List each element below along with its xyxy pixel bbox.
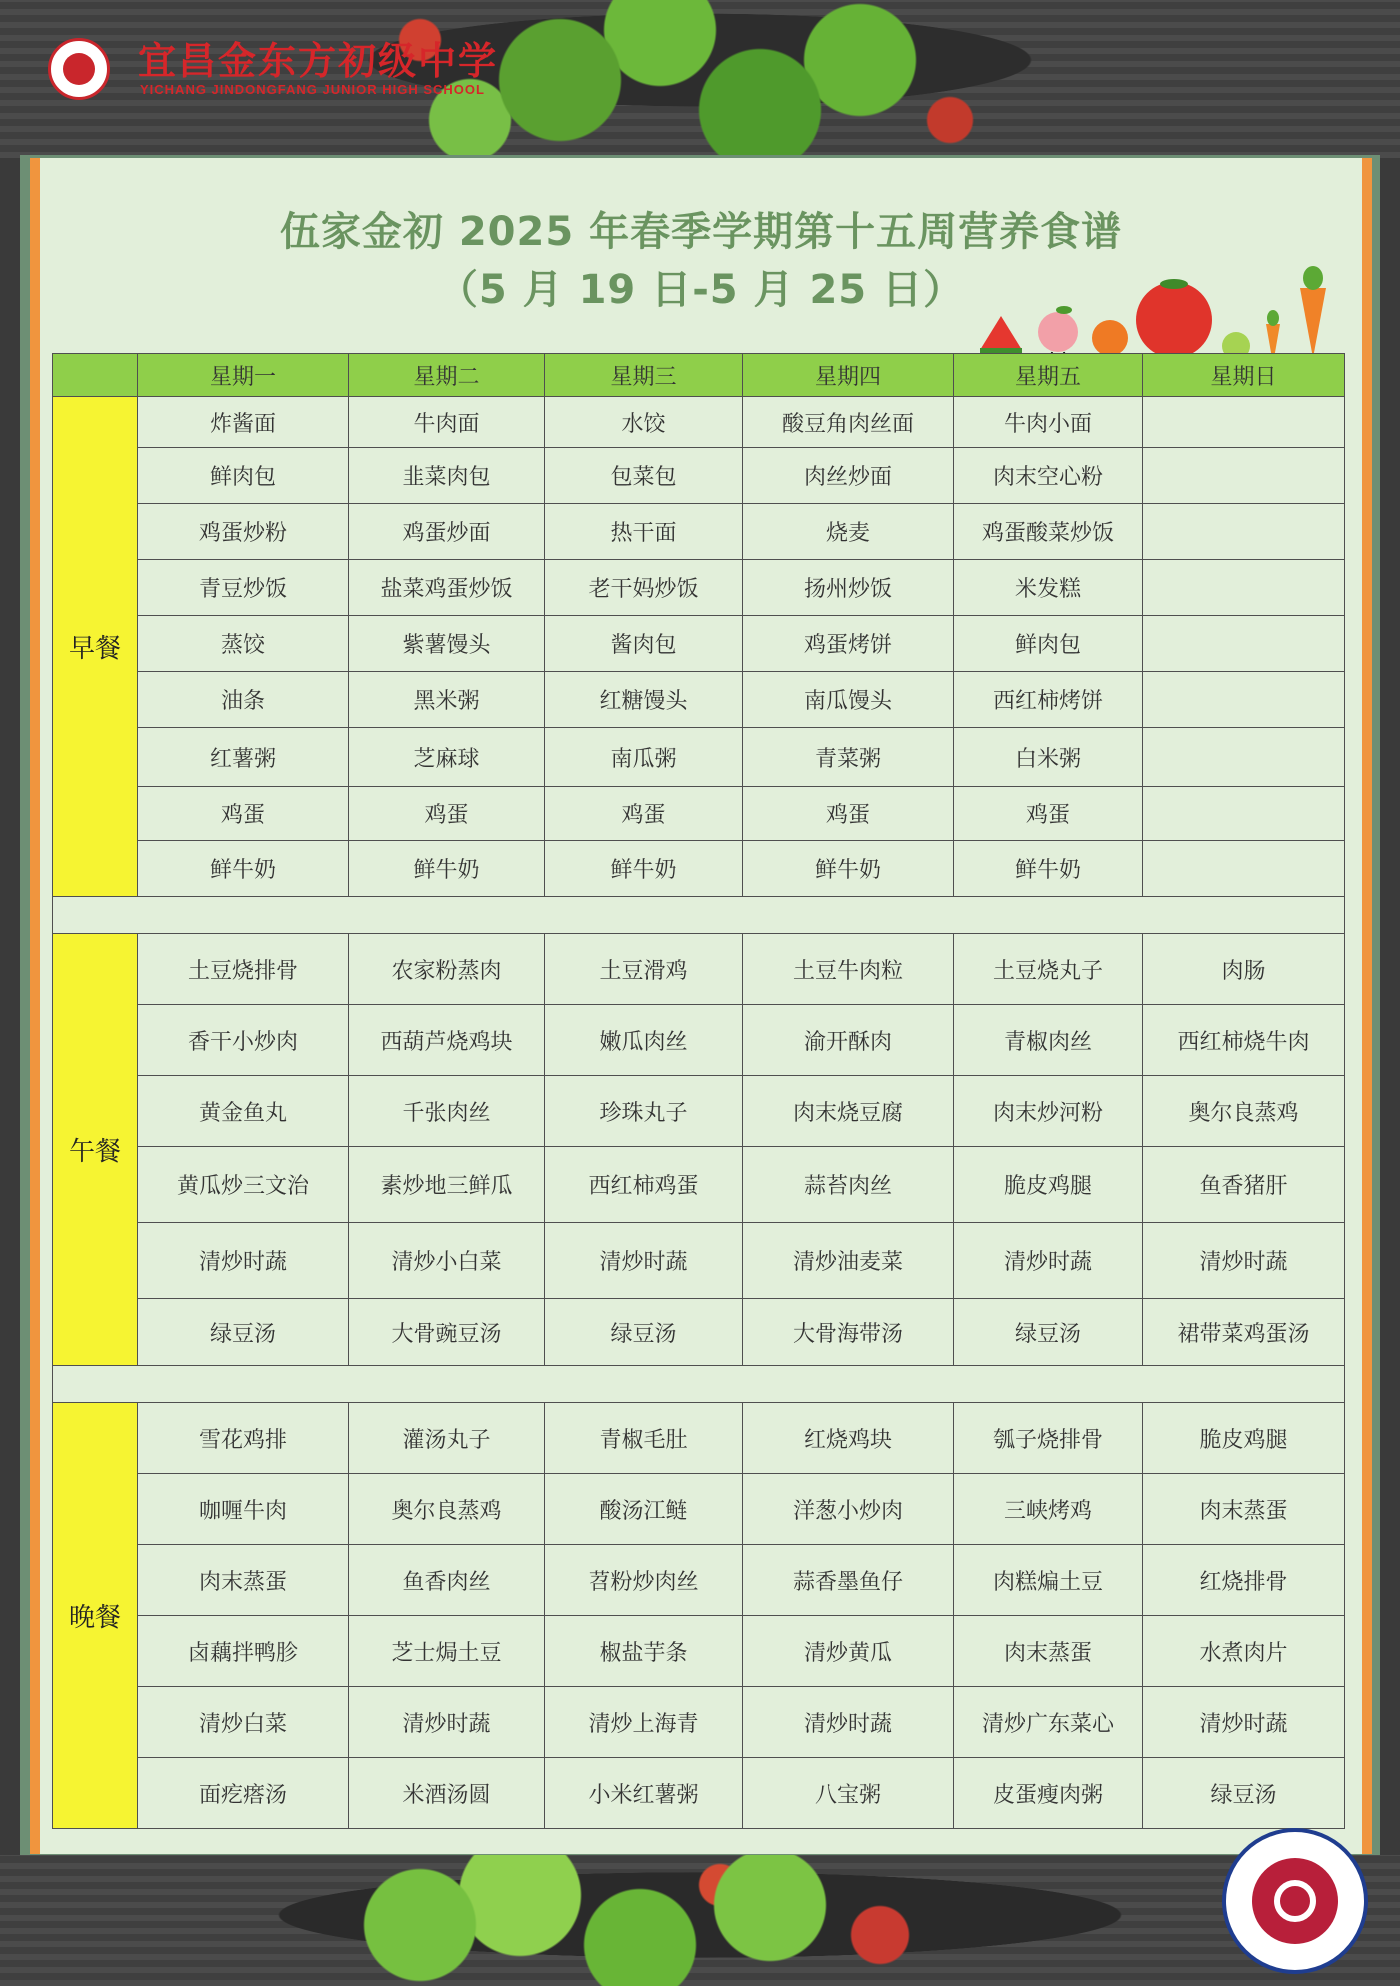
dish-cell: 千张肉丝 (349, 1076, 545, 1147)
school-logo-icon (48, 38, 110, 100)
dish-cell: 嫩瓜肉丝 (545, 1005, 743, 1076)
dish-cell: 鸡蛋炒面 (349, 504, 545, 560)
dish-cell: 大骨豌豆汤 (349, 1299, 545, 1366)
dish-cell: 蒜苔肉丝 (743, 1147, 954, 1223)
dish-cell: 青菜粥 (743, 728, 954, 787)
dish-cell: 肉丝炒面 (743, 448, 954, 504)
dish-cell: 鸡蛋炒粉 (138, 504, 349, 560)
table-row (53, 1545, 1345, 1616)
dish-cell: 紫薯馒头 (349, 616, 545, 672)
school-name-english: YICHANG JINDONGFANG JUNIOR HIGH SCHOOL (140, 82, 485, 97)
dish-cell: 素炒地三鲜瓜 (349, 1147, 545, 1223)
dish-cell: 肉末蒸蛋 (138, 1545, 349, 1616)
table-row (53, 560, 1345, 616)
dish-cell: 肉末烧豆腐 (743, 1076, 954, 1147)
dish-cell: 鸡蛋 (743, 787, 954, 841)
dish-cell: 鱼香猪肝 (1143, 1147, 1345, 1223)
dish-cell: 瓠子烧排骨 (954, 1403, 1143, 1474)
dish-cell: 八宝粥 (743, 1758, 954, 1829)
dish-cell: 肉末蒸蛋 (954, 1616, 1143, 1687)
dish-cell: 奥尔良蒸鸡 (349, 1474, 545, 1545)
header-photo-band (0, 0, 1400, 158)
dish-cell (1143, 616, 1345, 672)
dish-cell: 清炒时蔬 (743, 1687, 954, 1758)
dish-cell: 西红柿鸡蛋 (545, 1147, 743, 1223)
dish-cell: 蒜香墨鱼仔 (743, 1545, 954, 1616)
dish-cell: 牛肉面 (349, 397, 545, 448)
dish-cell (1143, 448, 1345, 504)
dish-cell: 椒盐芋条 (545, 1616, 743, 1687)
dish-cell: 鲜肉包 (138, 448, 349, 504)
dish-cell: 清炒广东菜心 (954, 1687, 1143, 1758)
dish-cell: 酸豆角肉丝面 (743, 397, 954, 448)
dish-cell: 农家粉蒸肉 (349, 934, 545, 1005)
dish-cell: 绿豆汤 (954, 1299, 1143, 1366)
dish-cell: 面疙瘩汤 (138, 1758, 349, 1829)
dish-cell: 清炒时蔬 (349, 1687, 545, 1758)
dish-cell: 西葫芦烧鸡块 (349, 1005, 545, 1076)
watermelon-icon (980, 316, 1022, 350)
dish-cell: 绿豆汤 (138, 1299, 349, 1366)
table-row (53, 1223, 1345, 1299)
dish-cell: 渝开酥肉 (743, 1005, 954, 1076)
dish-cell: 鸡蛋酸菜炒饭 (954, 504, 1143, 560)
dish-cell: 鸡蛋 (545, 787, 743, 841)
dish-cell: 水煮肉片 (1143, 1616, 1345, 1687)
dish-cell: 鲜牛奶 (743, 841, 954, 897)
dish-cell: 土豆烧丸子 (954, 934, 1143, 1005)
dish-cell: 鸡蛋 (138, 787, 349, 841)
dish-cell: 三峡烤鸡 (954, 1474, 1143, 1545)
date-range-subtitle: （5 月 19 日-5 月 25 日） (437, 267, 965, 313)
dish-cell: 鲜牛奶 (138, 841, 349, 897)
day-header: 星期一 (138, 354, 349, 397)
dish-cell: 土豆牛肉粒 (743, 934, 954, 1005)
meal-separator-row (53, 897, 1345, 934)
dish-cell: 牛肉小面 (954, 397, 1143, 448)
dish-cell: 米酒汤圆 (349, 1758, 545, 1829)
dish-cell: 水饺 (545, 397, 743, 448)
dish-cell: 清炒油麦菜 (743, 1223, 954, 1299)
dish-cell: 小米红薯粥 (545, 1758, 743, 1829)
dish-cell (1143, 728, 1345, 787)
dish-cell: 扬州炒饭 (743, 560, 954, 616)
dish-cell: 咖喱牛肉 (138, 1474, 349, 1545)
carrot-icon (1300, 288, 1326, 358)
table-row (53, 934, 1345, 1005)
table-row (53, 728, 1345, 787)
peach-icon (1038, 312, 1078, 352)
dish-cell: 炸酱面 (138, 397, 349, 448)
dish-cell: 青豆炒饭 (138, 560, 349, 616)
dish-cell: 包菜包 (545, 448, 743, 504)
dish-cell: 蒸饺 (138, 616, 349, 672)
table-row (53, 397, 1345, 448)
dish-cell: 鱼香肉丝 (349, 1545, 545, 1616)
dish-cell: 肉末炒河粉 (954, 1076, 1143, 1147)
dish-cell: 鲜牛奶 (954, 841, 1143, 897)
dish-cell: 盐菜鸡蛋炒饭 (349, 560, 545, 616)
dish-cell: 清炒时蔬 (954, 1223, 1143, 1299)
meal-label: 午餐 (53, 934, 138, 1366)
dish-cell: 老干妈炒饭 (545, 560, 743, 616)
dish-cell: 卤藕拌鸭胗 (138, 1616, 349, 1687)
dish-cell: 热干面 (545, 504, 743, 560)
dish-cell: 清炒上海青 (545, 1687, 743, 1758)
dish-cell: 大骨海带汤 (743, 1299, 954, 1366)
dish-cell: 清炒时蔬 (1143, 1223, 1345, 1299)
dish-cell: 鲜牛奶 (349, 841, 545, 897)
dish-cell: 清炒时蔬 (545, 1223, 743, 1299)
dish-cell: 裙带菜鸡蛋汤 (1143, 1299, 1345, 1366)
dish-cell: 奥尔良蒸鸡 (1143, 1076, 1345, 1147)
dish-cell: 清炒小白菜 (349, 1223, 545, 1299)
dish-cell: 西红柿烤饼 (954, 672, 1143, 728)
dish-cell: 珍珠丸子 (545, 1076, 743, 1147)
table-row (53, 1147, 1345, 1223)
meal-label: 早餐 (53, 397, 138, 897)
dish-cell: 肉末空心粉 (954, 448, 1143, 504)
meal-menu-table (52, 353, 1345, 1829)
dish-cell: 洋葱小炒肉 (743, 1474, 954, 1545)
table-row (53, 448, 1345, 504)
page-title: 伍家金初 2025 年春季学期第十五周营养食谱 (279, 209, 1123, 255)
dish-cell: 酸汤江鲢 (545, 1474, 743, 1545)
dish-cell: 南瓜粥 (545, 728, 743, 787)
dish-cell: 清炒时蔬 (1143, 1687, 1345, 1758)
dish-cell: 土豆滑鸡 (545, 934, 743, 1005)
day-header: 星期日 (1143, 354, 1345, 397)
table-row (53, 1403, 1345, 1474)
dish-cell: 绿豆汤 (545, 1299, 743, 1366)
dish-cell: 绿豆汤 (1143, 1758, 1345, 1829)
table-row (53, 1687, 1345, 1758)
table-row (53, 1758, 1345, 1829)
meal-label: 晚餐 (53, 1403, 138, 1829)
dish-cell: 韭菜肉包 (349, 448, 545, 504)
dish-cell: 油条 (138, 672, 349, 728)
dish-cell: 鲜肉包 (954, 616, 1143, 672)
dish-cell: 南瓜馒头 (743, 672, 954, 728)
dish-cell (1143, 841, 1345, 897)
dish-cell: 白米粥 (954, 728, 1143, 787)
dish-cell (1143, 560, 1345, 616)
corner-cell (53, 354, 138, 397)
day-header: 星期二 (349, 354, 545, 397)
dish-cell (1143, 397, 1345, 448)
dish-cell (1143, 504, 1345, 560)
left-accent-stripe (30, 158, 40, 1854)
dish-cell: 红烧鸡块 (743, 1403, 954, 1474)
dish-cell: 肉末蒸蛋 (1143, 1474, 1345, 1545)
dish-cell: 鸡蛋 (349, 787, 545, 841)
table-row (53, 1076, 1345, 1147)
dish-cell: 清炒白菜 (138, 1687, 349, 1758)
dish-cell: 清炒黄瓜 (743, 1616, 954, 1687)
dish-cell: 脆皮鸡腿 (1143, 1403, 1345, 1474)
dish-cell: 雪花鸡排 (138, 1403, 349, 1474)
table-row (53, 787, 1345, 841)
meal-separator-row (53, 1366, 1345, 1403)
dish-cell (1143, 787, 1345, 841)
dish-cell: 青椒肉丝 (954, 1005, 1143, 1076)
dish-cell: 芝麻球 (349, 728, 545, 787)
dish-cell: 鸡蛋烤饼 (743, 616, 954, 672)
dish-cell: 黄瓜炒三文治 (138, 1147, 349, 1223)
table-row (53, 1474, 1345, 1545)
dish-cell: 红薯粥 (138, 728, 349, 787)
education-group-badge-icon (1222, 1828, 1368, 1974)
dish-cell (1143, 672, 1345, 728)
dish-cell: 红糖馒头 (545, 672, 743, 728)
dish-cell: 西红柿烧牛肉 (1143, 1005, 1345, 1076)
dish-cell: 米发糕 (954, 560, 1143, 616)
dish-cell: 苕粉炒肉丝 (545, 1545, 743, 1616)
dish-cell: 鲜牛奶 (545, 841, 743, 897)
orange-icon (1092, 320, 1128, 356)
day-header: 星期五 (954, 354, 1143, 397)
table-row (53, 1299, 1345, 1366)
dish-cell: 脆皮鸡腿 (954, 1147, 1143, 1223)
table-row (53, 1005, 1345, 1076)
day-header: 星期四 (743, 354, 954, 397)
table-row (53, 1616, 1345, 1687)
dish-cell: 黄金鱼丸 (138, 1076, 349, 1147)
table-row (53, 616, 1345, 672)
school-name: 宜昌金东方初级中学 (138, 38, 499, 83)
dish-cell: 皮蛋瘦肉粥 (954, 1758, 1143, 1829)
dish-cell: 红烧排骨 (1143, 1545, 1345, 1616)
table-row (53, 841, 1345, 897)
dish-cell: 青椒毛肚 (545, 1403, 743, 1474)
dish-cell: 肉糕煸土豆 (954, 1545, 1143, 1616)
dish-cell: 灌汤丸子 (349, 1403, 545, 1474)
dish-cell: 香干小炒肉 (138, 1005, 349, 1076)
right-accent-stripe (1362, 158, 1372, 1854)
dish-cell: 黑米粥 (349, 672, 545, 728)
dish-cell: 烧麦 (743, 504, 954, 560)
table-row (53, 504, 1345, 560)
tomato-icon (1136, 282, 1212, 358)
day-header: 星期三 (545, 354, 743, 397)
dish-cell: 芝士焗土豆 (349, 1616, 545, 1687)
table-header-row (53, 354, 1345, 397)
footer-photo-band (0, 1855, 1400, 1986)
dish-cell: 酱肉包 (545, 616, 743, 672)
dish-cell: 肉肠 (1143, 934, 1345, 1005)
table-row (53, 672, 1345, 728)
dish-cell: 清炒时蔬 (138, 1223, 349, 1299)
dish-cell: 土豆烧排骨 (138, 934, 349, 1005)
dish-cell: 鸡蛋 (954, 787, 1143, 841)
